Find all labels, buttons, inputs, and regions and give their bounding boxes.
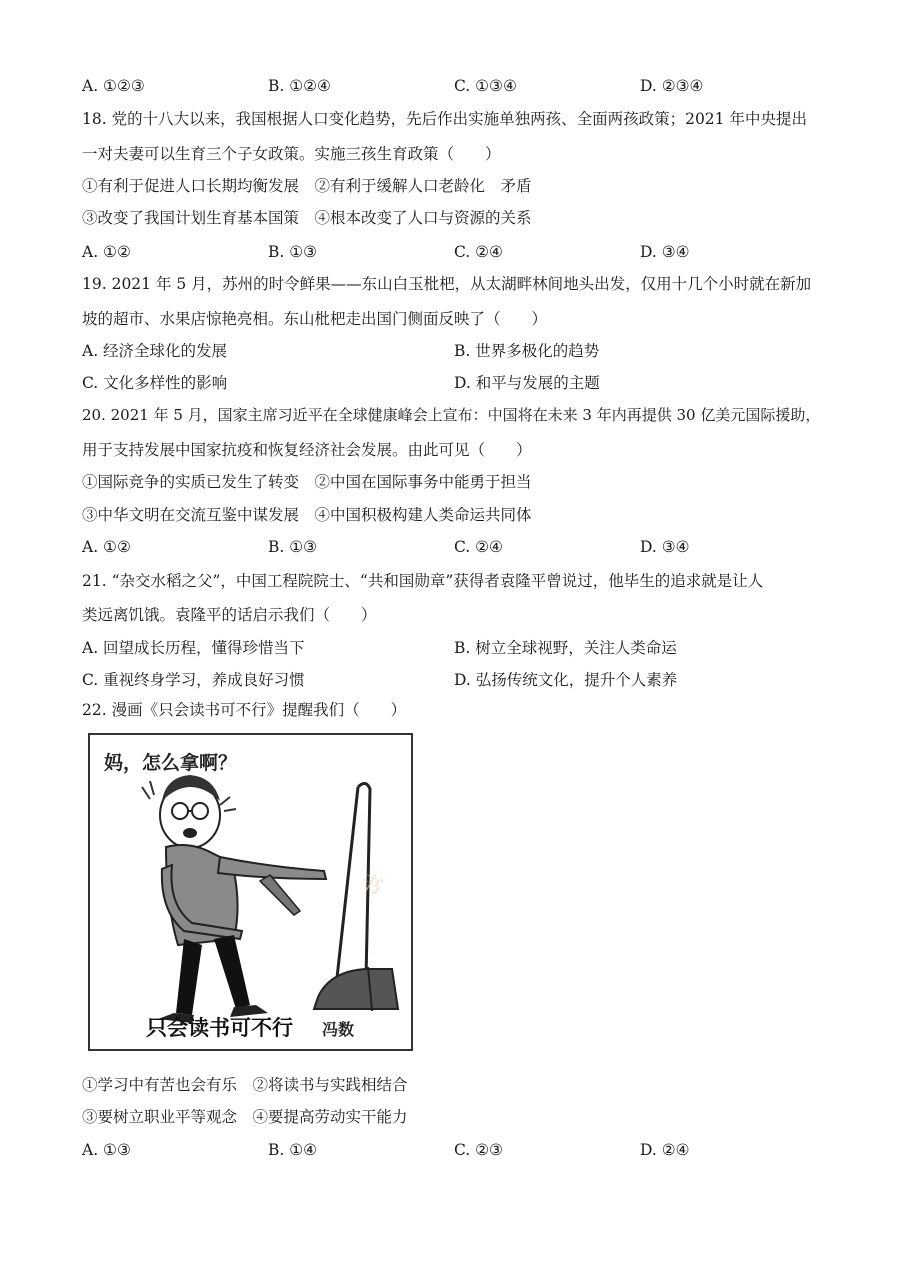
q20-option-d: D. ③④ [640, 538, 690, 556]
q19-stem-line1: 19. 2021 年 5 月，苏州的时令鲜果——东山白玉枇杷，从太湖畔林间地头出发，仅用十几个小时就在新加 [82, 275, 812, 293]
q19-option-c: C. 文化多样性的影响 [82, 374, 228, 392]
q22-stem-line1: 22. 漫画《只会读书可不行》提醒我们（ ） [82, 701, 407, 719]
q19-option-d: D. 和平与发展的主题 [454, 374, 600, 392]
q19-option-b: B. 世界多极化的趋势 [454, 342, 600, 360]
q22-items-line2: ③要树立职业平等观念 ④要提高劳动实干能力 [82, 1108, 408, 1126]
q19-option-a: A. 经济全球化的发展 [82, 342, 228, 360]
q22-option-d: D. ②④ [640, 1141, 690, 1159]
q22-option-a: A. ①③ [82, 1141, 131, 1159]
q20-stem-line1: 20. 2021 年 5 月，国家主席习近平在全球健康峰会上宣布：中国将在未来 3 年内再提供 30 亿美元国际援助， [82, 406, 821, 424]
q22-items-line1: ①学习中有苦也会有乐 ②将读书与实践相结合 [82, 1076, 408, 1094]
q20-option-c: C. ②④ [454, 538, 503, 556]
q18-option-b: B. ①③ [268, 243, 318, 261]
q21-stem-line1: 21. “杂交水稻之父”，中国工程院院士、“共和国勋章”获得者袁隆平曾说过，他毕生的追求就是让人 [82, 572, 764, 590]
cartoon-signature: 冯数 [322, 1020, 355, 1039]
cartoon-caption: 只会读书可不行 [146, 1016, 293, 1040]
q18-stem-line2: 一对夫妻可以生育三个子女政策。实施三孩生育政策（ ） [82, 145, 501, 163]
q22-option-b: B. ①④ [268, 1141, 318, 1159]
q21-option-d: D. 弘扬传统文化，提升个人素养 [454, 671, 678, 689]
q21-option-c: C. 重视终身学习，养成良好习惯 [82, 671, 305, 689]
q20-stem-line2: 用于支持发展中国家抗疫和恢复经济社会发展。由此可见（ ） [82, 441, 532, 459]
q18-option-c: C. ②④ [454, 243, 503, 261]
cartoon-speech: 妈，怎么拿啊？ [104, 752, 238, 774]
q20-option-b: B. ①③ [268, 538, 318, 556]
q21-option-a: A. 回望成长历程，懂得珍惜当下 [82, 639, 305, 657]
cartoon-drawing [90, 735, 411, 1049]
q18-items-line1: ①有利于促进人口长期均衡发展 ②有利于缓解人口老龄化 矛盾 [82, 177, 532, 195]
svg-text:书: 书 [355, 868, 387, 902]
q21-option-b: B. 树立全球视野，关注人类命运 [454, 639, 677, 657]
q17-option-b: B. ①②④ [268, 77, 331, 95]
q17-option-d: D. ②③④ [640, 77, 704, 95]
q18-option-a: A. ①② [82, 243, 131, 261]
q20-items-line2: ③中华文明在交流互鉴中谋发展 ④中国积极构建人类命运共同体 [82, 506, 532, 524]
q22-cartoon [88, 733, 413, 1051]
q18-option-d: D. ③④ [640, 243, 690, 261]
q18-items-line2: ③改变了我国计划生育基本国策 ④根本改变了人口与资源的关系 [82, 209, 532, 227]
q18-stem-line1: 18. 党的十八大以来，我国根据人口变化趋势，先后作出实施单独两孩、全面两孩政策；2021 年中央提出 [82, 110, 807, 128]
q17-option-a: A. ①②③ [82, 77, 145, 95]
q20-option-a: A. ①② [82, 538, 131, 556]
q21-stem-line2: 类远离饥饿。袁隆平的话启示我们（ ） [82, 606, 377, 624]
q22-option-c: C. ②③ [454, 1141, 503, 1159]
q19-stem-line2: 坡的超市、水果店惊艳亮相。东山枇杷走出国门侧面反映了（ ） [82, 310, 548, 328]
q20-items-line1: ①国际竞争的实质已发生了转变 ②中国在国际事务中能勇于担当 [82, 473, 532, 491]
q17-option-c: C. ①③④ [454, 77, 517, 95]
